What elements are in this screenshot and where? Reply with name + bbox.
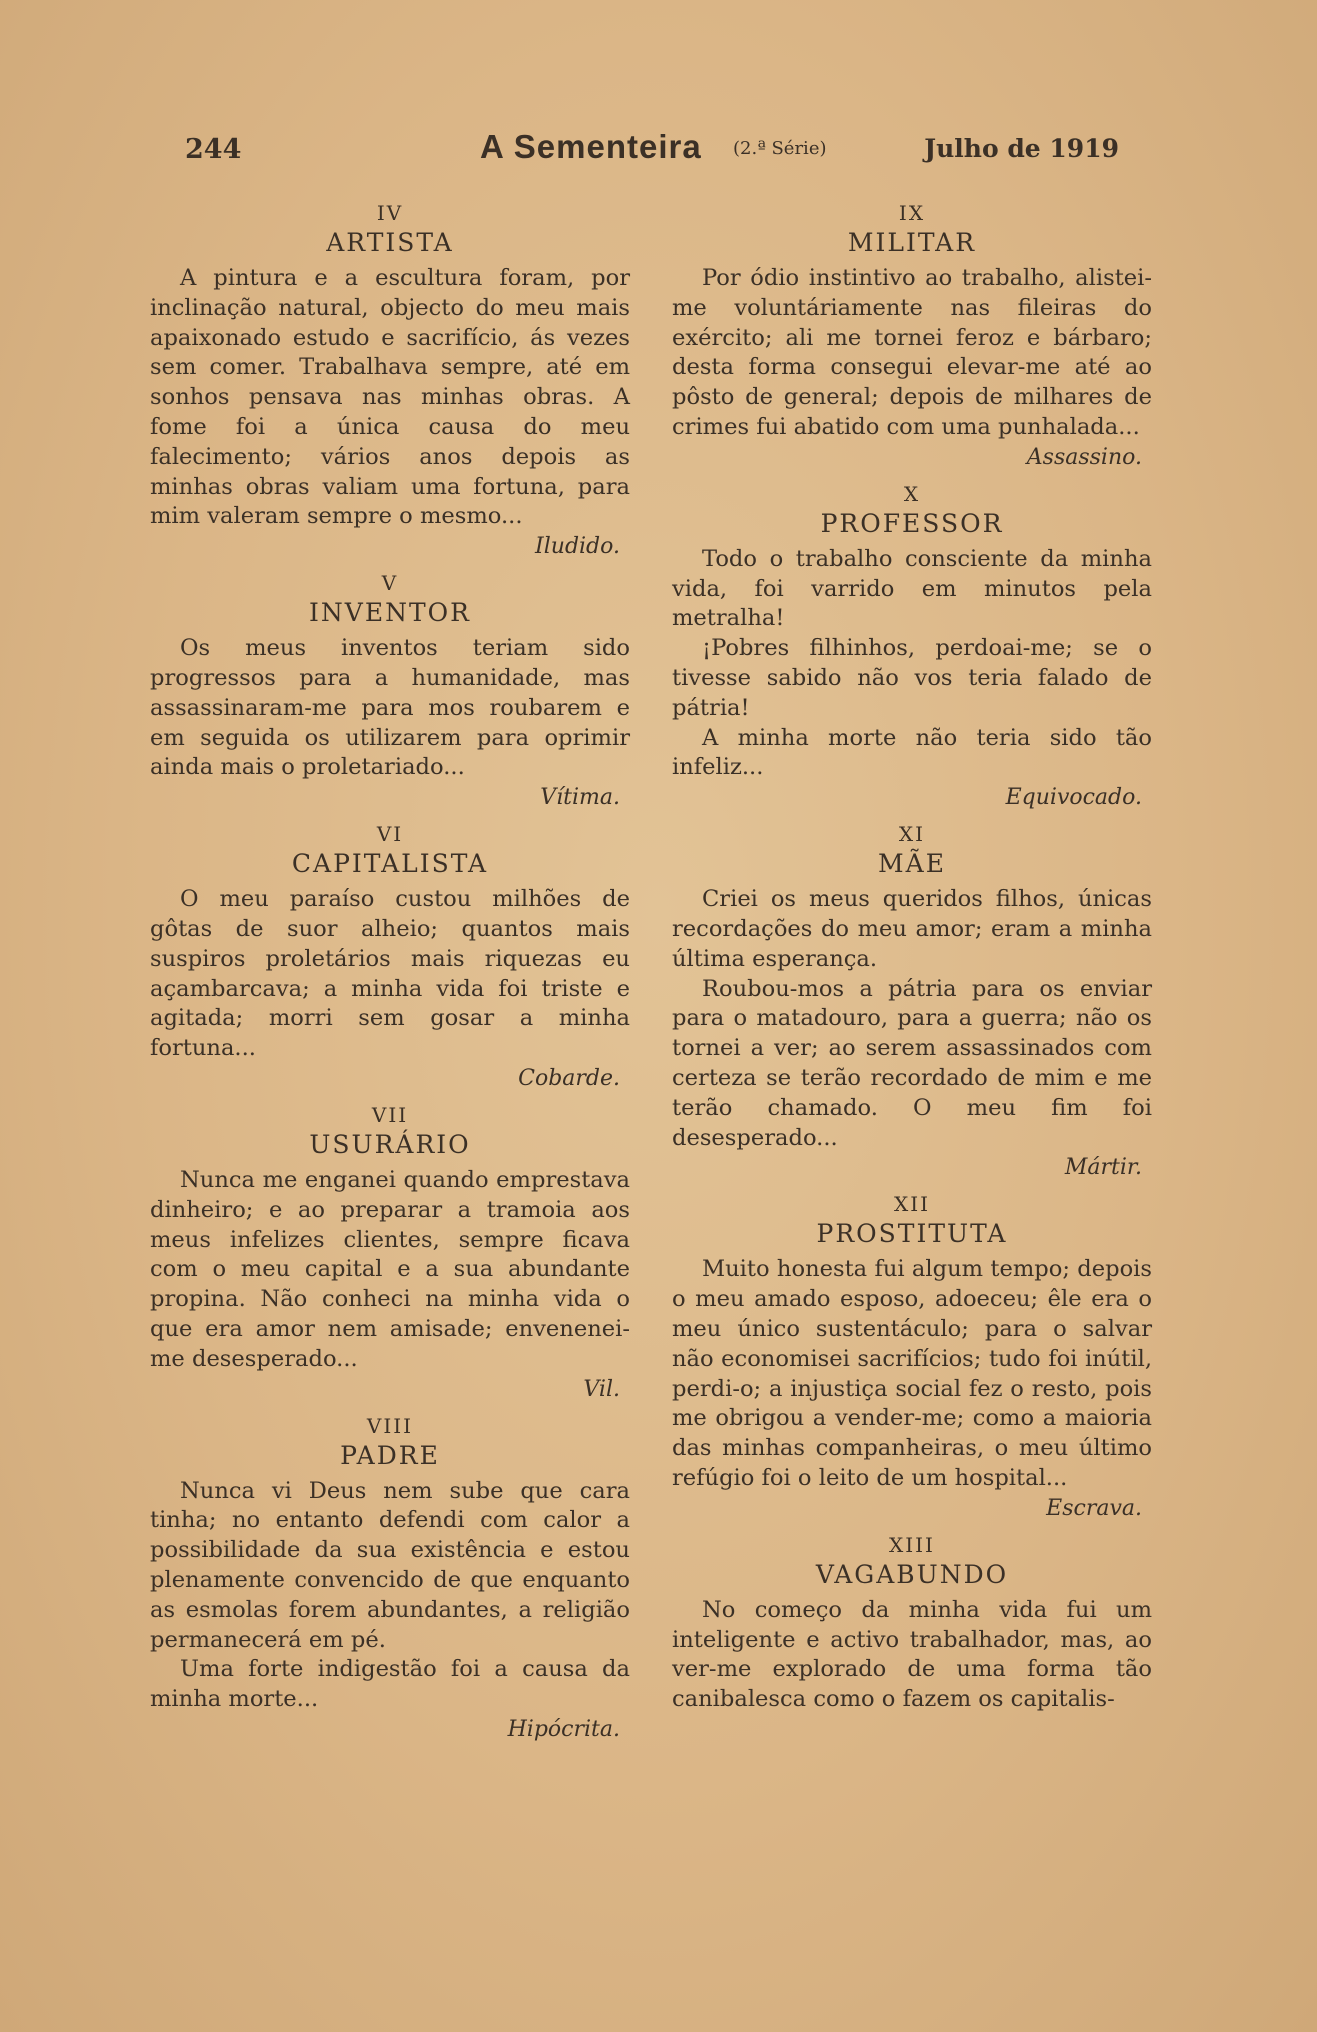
right-column — [672, 200, 1152, 1723]
section-numeral: XIII — [889, 1532, 935, 1557]
publication-title: A Sementeira — [480, 128, 702, 165]
publication-date: Julho de 1919 — [924, 134, 1119, 163]
section-paragraph: Uma forte indigestão foi a causa da minha morte... — [150, 1656, 630, 1713]
section-signature: Cobarde. — [518, 1065, 620, 1091]
section-title: PADRE — [340, 1440, 440, 1470]
section-signature: Escrava. — [1046, 1495, 1142, 1521]
section-numeral: IX — [898, 201, 926, 225]
section-paragraph: Os meus inventos teriam sido progressos para a humanidade, mas assassinaram-me para mos roubarem e em seguida os utilizarem para oprimir ainda mais o proletariado... — [150, 635, 630, 781]
section-title: ARTISTA — [326, 228, 454, 257]
section-title: USURÁRIO — [309, 1129, 471, 1159]
section-paragraph: Criei os meus queridos filhos, únicas recordações do meu amor; eram a minha última esperança. — [672, 886, 1152, 972]
page-number: 244 — [185, 134, 242, 165]
section-paragraph: O meu paraíso custou milhões de gôtas de suor alheio; quantos mais suspiros proletários mais riquezas eu açambarcava; a minha vida foi triste e agitada; morri sem gosar a minha fortuna... — [150, 886, 630, 1062]
section-paragraph: No começo da minha vida fui um inteligente e activo trabalhador, mas, ao ver-me explorado de uma forma tão canibalesca como o fazem os capitalis- — [672, 1596, 1152, 1713]
section-paragraph: A pintura e a escultura foram, por inclinação natural, objecto do meu mais apaixonado estudo e sacrifício, ás vezes sem comer. Trabalhava sempre, até em sonhos pensava nas minhas obras. A fome foi a única causa do meu falecimento; vários anos depois as minhas obras valiam uma fortuna, para mim valeram sempre o mesmo... — [150, 265, 630, 530]
section-numeral: VII — [371, 1102, 409, 1127]
section-signature: Mártir. — [1064, 1155, 1142, 1181]
section-paragraph: Roubou-mos a pátria para os enviar para o matadouro, para a guerra; não os tornei a ver; ao serem assassinados com certeza se terão recordado de mim e me terão chamado. O meu fim foi desesperado... — [672, 975, 1152, 1151]
section-paragraph: Muito honesta fui algum tempo; depois o meu amado esposo, adoeceu; êle era o meu único sustentáculo; para o salvar não economisei sacrifícios; tudo foi inútil, perdi-o; a injustiça social fez o resto, pois me obrigou a vender-me; como a maioria das minhas companheiras, o meu último refúgio foi o leito de um hospital... — [672, 1256, 1152, 1491]
section-title: CAPITALISTA — [291, 849, 489, 879]
section-numeral: X — [903, 481, 921, 506]
section-signature: Vítima. — [540, 785, 620, 811]
section-signature: Equivocado. — [1005, 785, 1142, 811]
section-numeral: VIII — [366, 1413, 414, 1438]
poem-section — [150, 200, 630, 562]
page-header — [185, 128, 1125, 172]
section-title: MILITAR — [847, 228, 977, 257]
section-numeral: V — [381, 571, 399, 596]
section-numeral: XI — [898, 822, 926, 847]
section-paragraph: Nunca vi Deus nem sube que cara tinha; no entanto defendi com calor a possibilidade da sua existência e estou plenamente convencido de que enquanto as esmolas forem abundantes, a religião permanecerá em pé. — [150, 1477, 630, 1653]
poem-section — [672, 1532, 1152, 1715]
poem-section — [150, 821, 630, 1094]
poem-section — [672, 481, 1152, 813]
section-numeral: IV — [376, 201, 404, 225]
section-numeral: VI — [376, 822, 404, 847]
poem-section — [150, 570, 630, 813]
poem-section — [150, 1102, 630, 1405]
section-signature: Iludido. — [535, 534, 620, 560]
section-title: PROSTITUTA — [816, 1219, 1008, 1249]
poem-section — [672, 821, 1152, 1183]
publication-series: (2.ª Série) — [733, 138, 827, 159]
section-title: MÃE — [878, 849, 946, 879]
section-paragraph: Todo o trabalho consciente da minha vida, foi varrido em minutos pela metralha! — [672, 545, 1152, 632]
section-paragraph: A minha morte não teria sido tão infeliz... — [672, 724, 1152, 781]
poem-section — [150, 1413, 630, 1745]
section-signature: Hipócrita. — [507, 1716, 620, 1742]
section-signature: Assassino. — [1026, 444, 1142, 470]
left-column — [150, 200, 630, 1753]
section-title: INVENTOR — [309, 598, 471, 628]
poem-section — [672, 1191, 1152, 1523]
section-paragraph: ¡Pobres filhinhos, perdoai-me; se o tivesse sabido não vos teria falado de pátria! — [672, 635, 1152, 721]
section-paragraph: Nunca me enganei quando emprestava dinheiro; e ao preparar a tramoia aos meus infelizes clientes, sempre ficava com o meu capital e a sua abundante propina. Não conheci na minha vida o que era amor nem amisade; envenenei-me desesperado... — [150, 1166, 630, 1372]
poem-section — [672, 200, 1152, 473]
section-signature: Vil. — [583, 1376, 620, 1402]
section-title: PROFESSOR — [820, 508, 1004, 538]
section-paragraph: Por ódio instintivo ao trabalho, alistei-me voluntáriamente nas fileiras do exército; ali me tornei feroz e bárbaro; desta forma consegui elevar-me até ao pôsto de general; depois de milhares de crimes fui abatido com uma punhalada... — [672, 265, 1152, 440]
section-numeral: XII — [893, 1192, 931, 1217]
section-title: VAGABUNDO — [815, 1559, 1009, 1589]
